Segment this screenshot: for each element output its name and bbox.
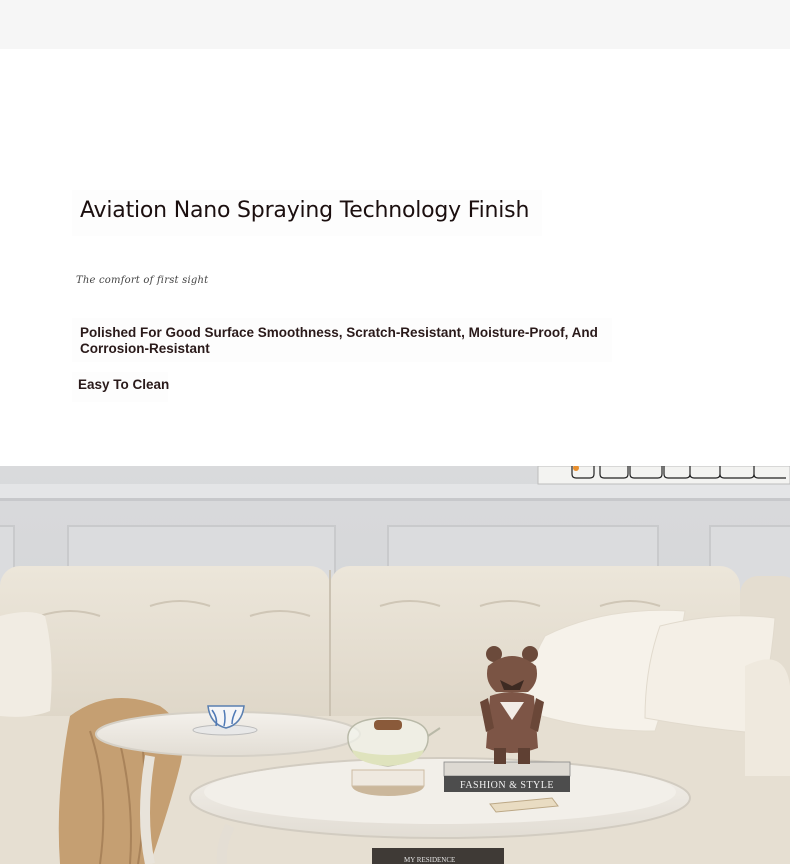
easy-clean-box xyxy=(72,372,168,402)
book-spine-bottom: MY RESIDENCE xyxy=(404,856,456,864)
tagline-script: The comfort of first sight xyxy=(76,275,209,286)
living-room-scene xyxy=(0,466,790,864)
easy-clean-label: Easy To Clean xyxy=(78,377,170,392)
feature-title-box xyxy=(72,190,542,236)
feature-description: Polished For Good Surface Smoothness, Scratch-Resistant, Moisture-Proof, And Corrosion-Resistant xyxy=(80,325,598,356)
top-bar xyxy=(0,0,790,49)
book-spine-top: FASHION & STYLE xyxy=(460,780,554,791)
product-feature-section xyxy=(0,49,790,466)
feature-title: Aviation Nano Spraying Technology Finish xyxy=(80,198,530,223)
feature-description-box xyxy=(72,318,612,362)
product-photo xyxy=(0,466,790,864)
wall-molding xyxy=(0,484,790,500)
